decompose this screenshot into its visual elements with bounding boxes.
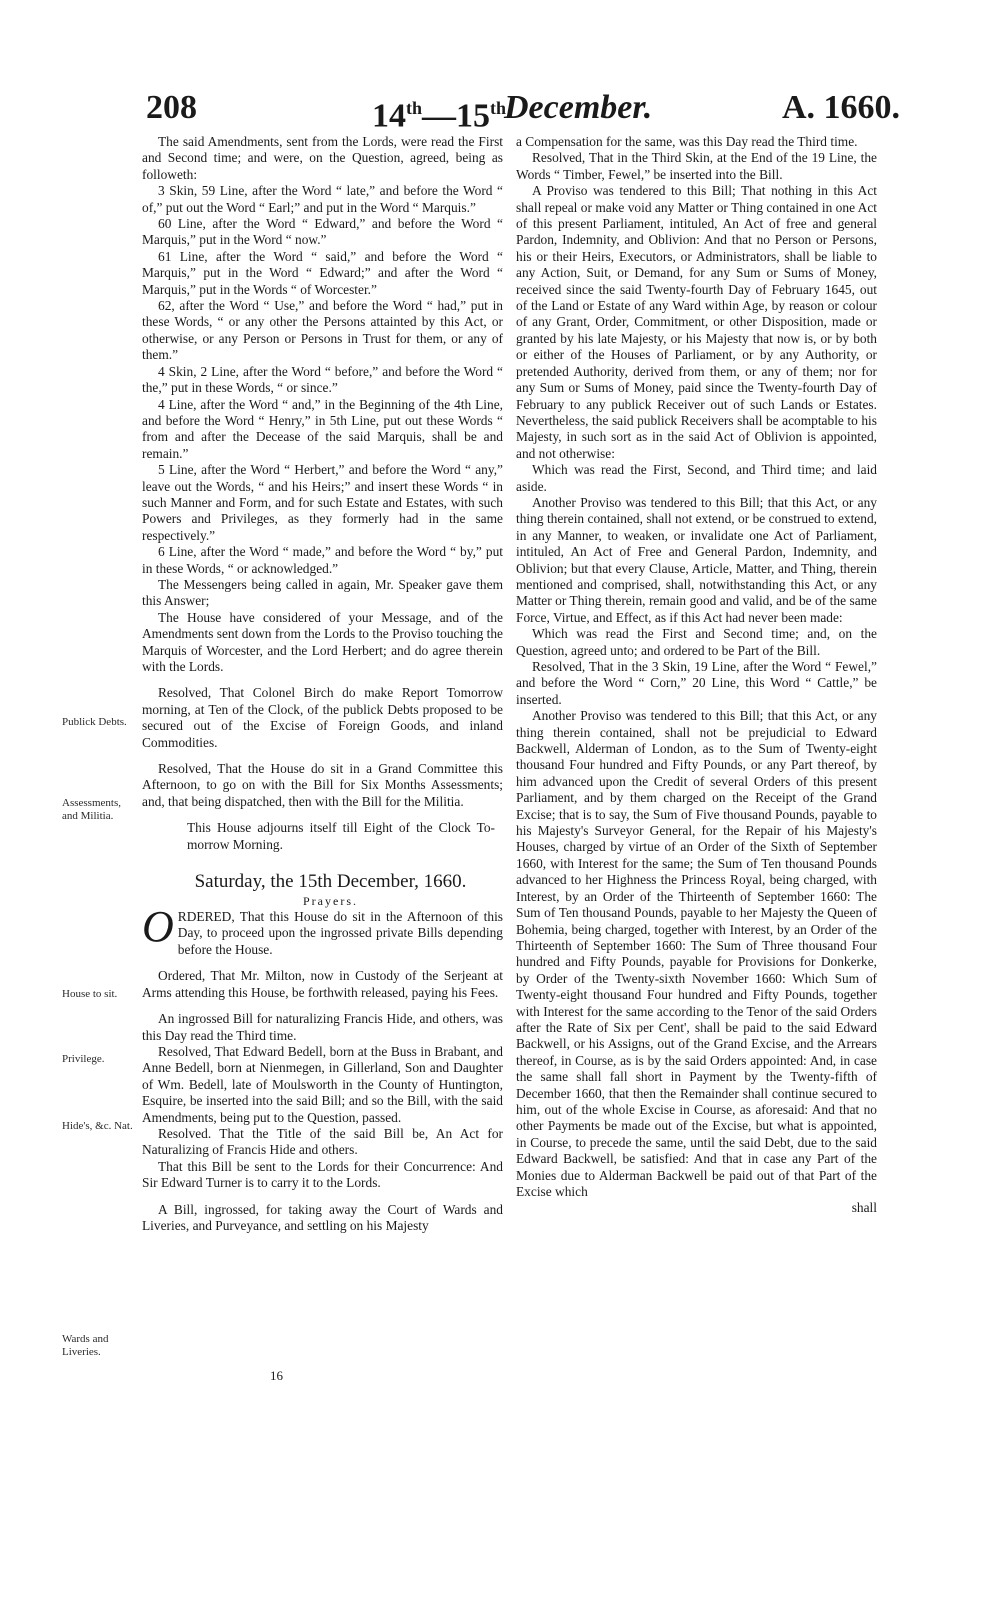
- paragraph: 60 Line, after the Word “ Edward,” and before the Word “ Marquis,” put in the Word “ now.”: [142, 216, 503, 248]
- paragraph: 62, after the Word “ Use,” and before the Word “ had,” put in these Words, “ or any other the Persons attainted by this Act, or otherwise, or any Person or Persons in Trust for them, or any of them.”: [142, 298, 503, 363]
- paragraph: 4 Skin, 2 Line, after the Word “ before,” and before the Word “ the,” put in these Words, “ or since.”: [142, 363, 503, 396]
- date-start: 14: [372, 97, 406, 135]
- page-number: 208: [146, 89, 197, 126]
- paragraph: A Bill, ingrossed, for taking away the Court of Wards and Liveries, and Purveyance, and settling on his Majesty: [142, 1201, 503, 1233]
- paragraph: Another Proviso was tendered to this Bill; that this Act, or any thing therein contained, shall not extend, or be construed to extend, in any Manner, to weaken, or invalidate one Act of Parliament, intituled, An Act of Free and General Pardon, Indemnity, and Oblivion; but that every Clause, Article, Matter, and Thing, therein mentioned and comprised, shall, notwithstanding this Act, or any Matter or Thing therein, remain good and valid, and be of the same Force, Virtue, and Effect, as if this Act had never been made:: [516, 494, 877, 625]
- date-end-ordinal: th: [490, 98, 507, 118]
- margin-note-wards-liveries: Wards and Liveries.: [62, 1333, 109, 1358]
- margin-note-publick-debts: Publick Debts.: [62, 716, 127, 728]
- margin-note-assessments: Assessments, and Militia.: [62, 797, 121, 822]
- paragraph: A Proviso was tendered to this Bill; That nothing in this Act shall repeal or make void any Matter or Thing contained in one Act of this present Parliament, intituled, An Act of free and general Pardon, Indemnity, and Oblivion: And that no Person or Persons, his or their Heirs, Executors, or Administrators, shall be liable to any Action, Suit, or Demand, for any Sum or Sums of Money, received since the said Twenty-fourth Day of February 1645, out of the Land or Estate of any Ward within Age, by reason or colour of any Grant, Order, Commitment, or other Disposition, made or granted by his late Majesty, or his Majesty that now is, or by both or either of the Houses of Parliament, or by any Authority, or pretended Authority, derived from them, or any of them; nor for any Sum or Sums of Money, paid since the Twenty-fourth Day of February to any publick Receiver out of such Lands or Estates. Nevertheless, the said publick Receivers shall be acomptable to his Majesty, in such sort as in the said Act of Oblivion is appointed, and not otherwise:: [516, 183, 877, 461]
- year-heading: A. 1660.: [781, 89, 900, 126]
- order-house-to-sit: [142, 902, 503, 958]
- order-text: RDERED, That this House do sit in the Afternoon of this Day, to proceed upon the ingrossed private Bills depending before the House.: [177, 909, 503, 957]
- paragraph: Another Proviso was tendered to this Bill; that this Act, or any thing therein contained, shall not be prejudicial to Edward Backwell, Alderman of London, as to the Sum of Twenty-eight thousand Four hundred and Fifty Pounds, or any Part thereof, by him advanced upon the Credit of several Orders of this present Parliament, and by them charged on the Receipt of the Grand Excise; that is to say, the Sum of Five thousand Pounds, payable to his Majesty's Surveyor General, for the Repair of his Majesty's Houses, charged by virtue of an Order of the Sixth of September 1660, with Interest for the same; the Sum of Ten thousand Pounds advanced to her Highness the Princess Royal, being charged, with Interest, by an Order of the Thirteenth of September 1660: The Sum of Ten thousand Pounds, payable to her Majesty the Queen of Bohemia, being charged, together with Interest, by an Order of the Thirteenth of September 1660: The Sum of Three thousand Four hundred and Fifty Pounds, payable for Provisions for Donkerke, by Order of the Twenty-sixth November 1660: Which Sum of Twenty-eight thousand Four hundred and Fifty Pounds, together with Interest for the same according to the Tenor of the said Orders after the Rate of Six per Cent', shall be paid to the said Edward Backwell, or his Assigns, out of the Grand Excise, and the Arrears thereof, in Course, as is by the said Orders appointed: And, in case the same shall fall short in Payment by the Twenty-fifth of December 1660, that then the Remainder shall continue secured to him, out of the whole Excise in Course, as aforesaid: And that no other Payments be made out of the Excise, but what is appointed, in Course, to precede the same, until the said Debt, due to the said Edward Backwell, be satisfied: And that in case any Part of the Monies due to Alderman Backwell be paid out of that Part of the Excise which: [516, 708, 877, 1199]
- signature-mark: 16: [270, 1368, 283, 1383]
- paragraph: Which was read the First and Second time; and, on the Question, agreed unto; and ordered to be Part of the Bill.: [516, 626, 877, 658]
- paragraph: 61 Line, after the Word “ said,” and before the Word “ Marquis,” put in the Word “ Edward;” and after the Word “ Marquis,” put in the Words “ of Worcester.”: [142, 248, 503, 297]
- resolution-publick-debts: Resolved, That Colonel Birch do make Report Tomorrow morning, at Ten of the Clock, of the publick Debts proposed to be secured out of the Excise of Foreign Goods, and inland Commodities.: [142, 685, 503, 750]
- paragraph: 4 Line, after the Word “ and,” in the Beginning of the 4th Line, and before the Word “ Henry,” in 5th Line, put out these Words “ from and after the Decease of the said Marquis, shall be and remain.”: [142, 396, 503, 461]
- paragraph: 5 Line, after the Word “ Herbert,” and before the Word “ any,” leave out the Words, “ and his Heirs;” and insert these Words “ in such Manner and Form, and for such Estate and Estates, with such Powers and Privileges, as they formerly had in the same respectively.”: [142, 462, 503, 543]
- date-range: 14th—15th: [372, 97, 507, 135]
- order-privilege: Ordered, That Mr. Milton, now in Custody of the Serjeant at Arms attending this House, be forthwith released, paying his Fees.: [142, 968, 503, 1000]
- margin-note-house-to-sit: House to sit.: [62, 988, 118, 1000]
- paragraph: The House have considered of your Message, and of the Amendments sent down from the Lords to the Proviso touching the Marquis of Worcester, and the Lord Herbert; and do agree therein with the Lords.: [142, 609, 503, 674]
- paragraph: The Messengers being called in again, Mr. Speaker gave them this Answer;: [142, 576, 503, 609]
- paragraph: a Compensation for the same, was this Day read the Third time.: [516, 134, 858, 149]
- date-end: 15: [456, 97, 491, 135]
- paragraph: Resolved. That the Title of the said Bill be, An Act for Naturalizing of Francis Hide and others.: [142, 1125, 503, 1158]
- paragraph: 6 Line, after the Word “ made,” and before the Word “ by,” put in these Words, “ or acknowledged.”: [142, 544, 503, 576]
- paragraph: The said Amendments, sent from the Lords, were read the First and Second time; and were, on the Question, agreed, being as followeth:: [142, 134, 503, 182]
- date-start-ordinal: th: [406, 98, 423, 118]
- page-header: [140, 86, 900, 135]
- prayers-heading: Prayers.: [303, 894, 358, 909]
- paragraph: Resolved, That in the 3 Skin, 19 Line, after the Word “ Fewel,” and before the Word “ Corn,” 20 Line, this Word “ Cattle,” be inserted.: [516, 659, 877, 707]
- paragraph: Resolved, That in the Third Skin, at the End of the 19 Line, the Words “ Timber, Fewel,” be inserted into the Bill.: [516, 150, 877, 182]
- drop-cap: O: [142, 902, 174, 952]
- paragraph: 3 Skin, 59 Line, after the Word “ late,” and before the Word “ of,” put out the Word “ Earl;” and put in the Word “ Marquis.”: [142, 183, 503, 215]
- margin-note-privilege: Privilege.: [62, 1053, 105, 1065]
- month-heading: December.: [504, 89, 653, 126]
- paragraph: That this Bill be sent to the Lords for their Concurrence: And Sir Edward Turner is to carry it to the Lords.: [142, 1158, 503, 1191]
- catchword: shall: [851, 1200, 877, 1216]
- paragraph: Resolved, That Edward Bedell, born at the Buss in Brabant, and Anne Bedell, born at Nienmegen, in Gillerland, Son and Daughter of Wm. Bedell, late of Moulsworth in the County of Huntington, Esquire, be inserted into the said Bill; and so the Bill, with the said Amendments, being put to the Question, passed.: [142, 1043, 503, 1125]
- adjournment-notice: This House adjourns itself till Eight of the Clock To-morrow Morning.: [187, 820, 495, 852]
- paragraph: Which was read the First, Second, and Third time; and laid aside.: [516, 462, 877, 494]
- right-column: [516, 134, 877, 1216]
- paragraph: An ingrossed Bill for naturalizing Francis Hide, and others, was this Day read the Third time.: [142, 1011, 503, 1043]
- margin-note-hides-nat: Hide's, &c. Nat.: [62, 1120, 133, 1132]
- day-heading: Saturday, the 15th December, 1660.: [194, 871, 467, 893]
- resolution-assessments: Resolved, That the House do sit in a Grand Committee this Afternoon, to go on with the Bill for Six Months Assessments; and, that being dispatched, then with the Bill for the Militia.: [142, 761, 503, 809]
- left-column: [142, 134, 503, 1234]
